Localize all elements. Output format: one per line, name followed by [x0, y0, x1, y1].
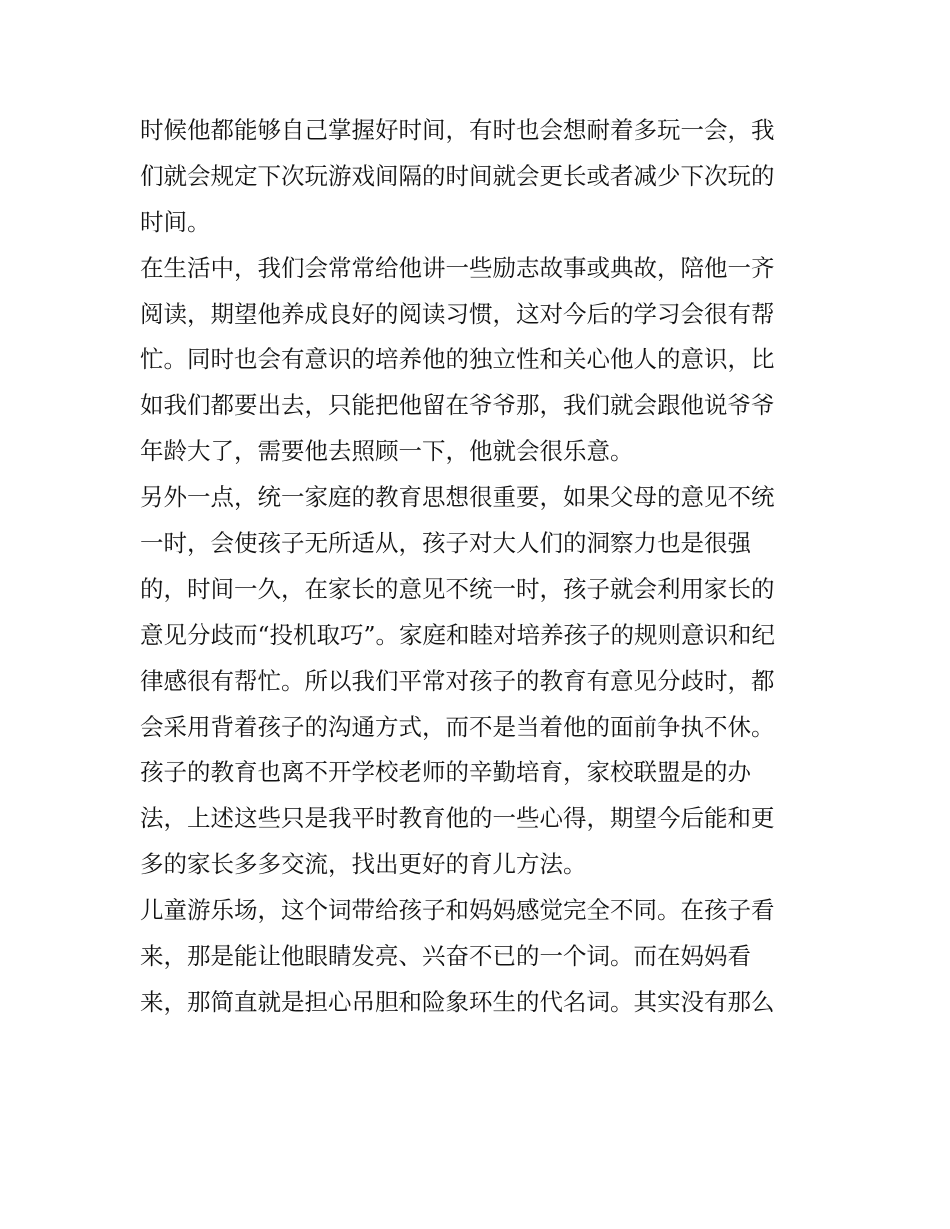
text-line: 的，时间一久，在家长的意见不统一时，孩子就会利用家长的: [140, 574, 775, 603]
body-text: [140, 108, 830, 1026]
text-line: 在生活中，我们会常常给他讲一些励志故事或典故，陪他一齐: [140, 253, 775, 282]
text-line: 会采用背着孩子的沟通方式，而不是当着他的面前争执不休。: [140, 712, 775, 741]
text-line: 年龄大了，需要他去照顾一下，他就会很乐意。: [140, 437, 634, 466]
text-line: 多的家长多多交流，找出更好的育儿方法。: [140, 850, 587, 879]
text-line: 时候他都能够自己掌握好时间，有时也会想耐着多玩一会，我: [140, 116, 775, 144]
text-line: 如我们都要出去，只能把他留在爷爷那，我们就会跟他说爷爷: [140, 391, 775, 420]
text-line: 儿童游乐场，这个词带给孩子和妈妈感觉完全不同。在孩子看: [140, 896, 775, 925]
text-line: 法，上述这些只是我平时教育他的一些心得，期望今后能和更: [140, 804, 775, 833]
text-line: 律感很有帮忙。所以我们平常对孩子的教育有意见分歧时，都: [140, 666, 775, 695]
text-line: 来，那是能让他眼睛发亮、兴奋不已的一个词。而在妈妈看: [140, 942, 751, 971]
text-line: 时间。: [140, 207, 211, 236]
text-line: 一时，会使孩子无所适从，孩子对大人们的洞察力也是很强: [140, 529, 751, 558]
text-line: 孩子的教育也离不开学校老师的辛勤培育，家校联盟是的办: [140, 758, 751, 787]
text-line: 阅读，期望他养成良好的阅读习惯，这对今后的学习会很有帮: [140, 299, 775, 328]
text-line: 来，那简直就是担心吊胆和险象环生的代名词。其实没有那么: [140, 987, 775, 1016]
text-line: 忙。同时也会有意识的培养他的独立性和关心他人的意识，比: [140, 345, 775, 374]
text-line: 意见分歧而“投机取巧”。家庭和睦对培养孩子的规则意识和纪: [140, 620, 776, 649]
text-line: 另外一点，统一家庭的教育思想很重要，如果父母的意见不统: [140, 483, 775, 512]
text-line: 们就会规定下次玩游戏间隔的时间就会更长或者减少下次玩的: [140, 161, 775, 190]
